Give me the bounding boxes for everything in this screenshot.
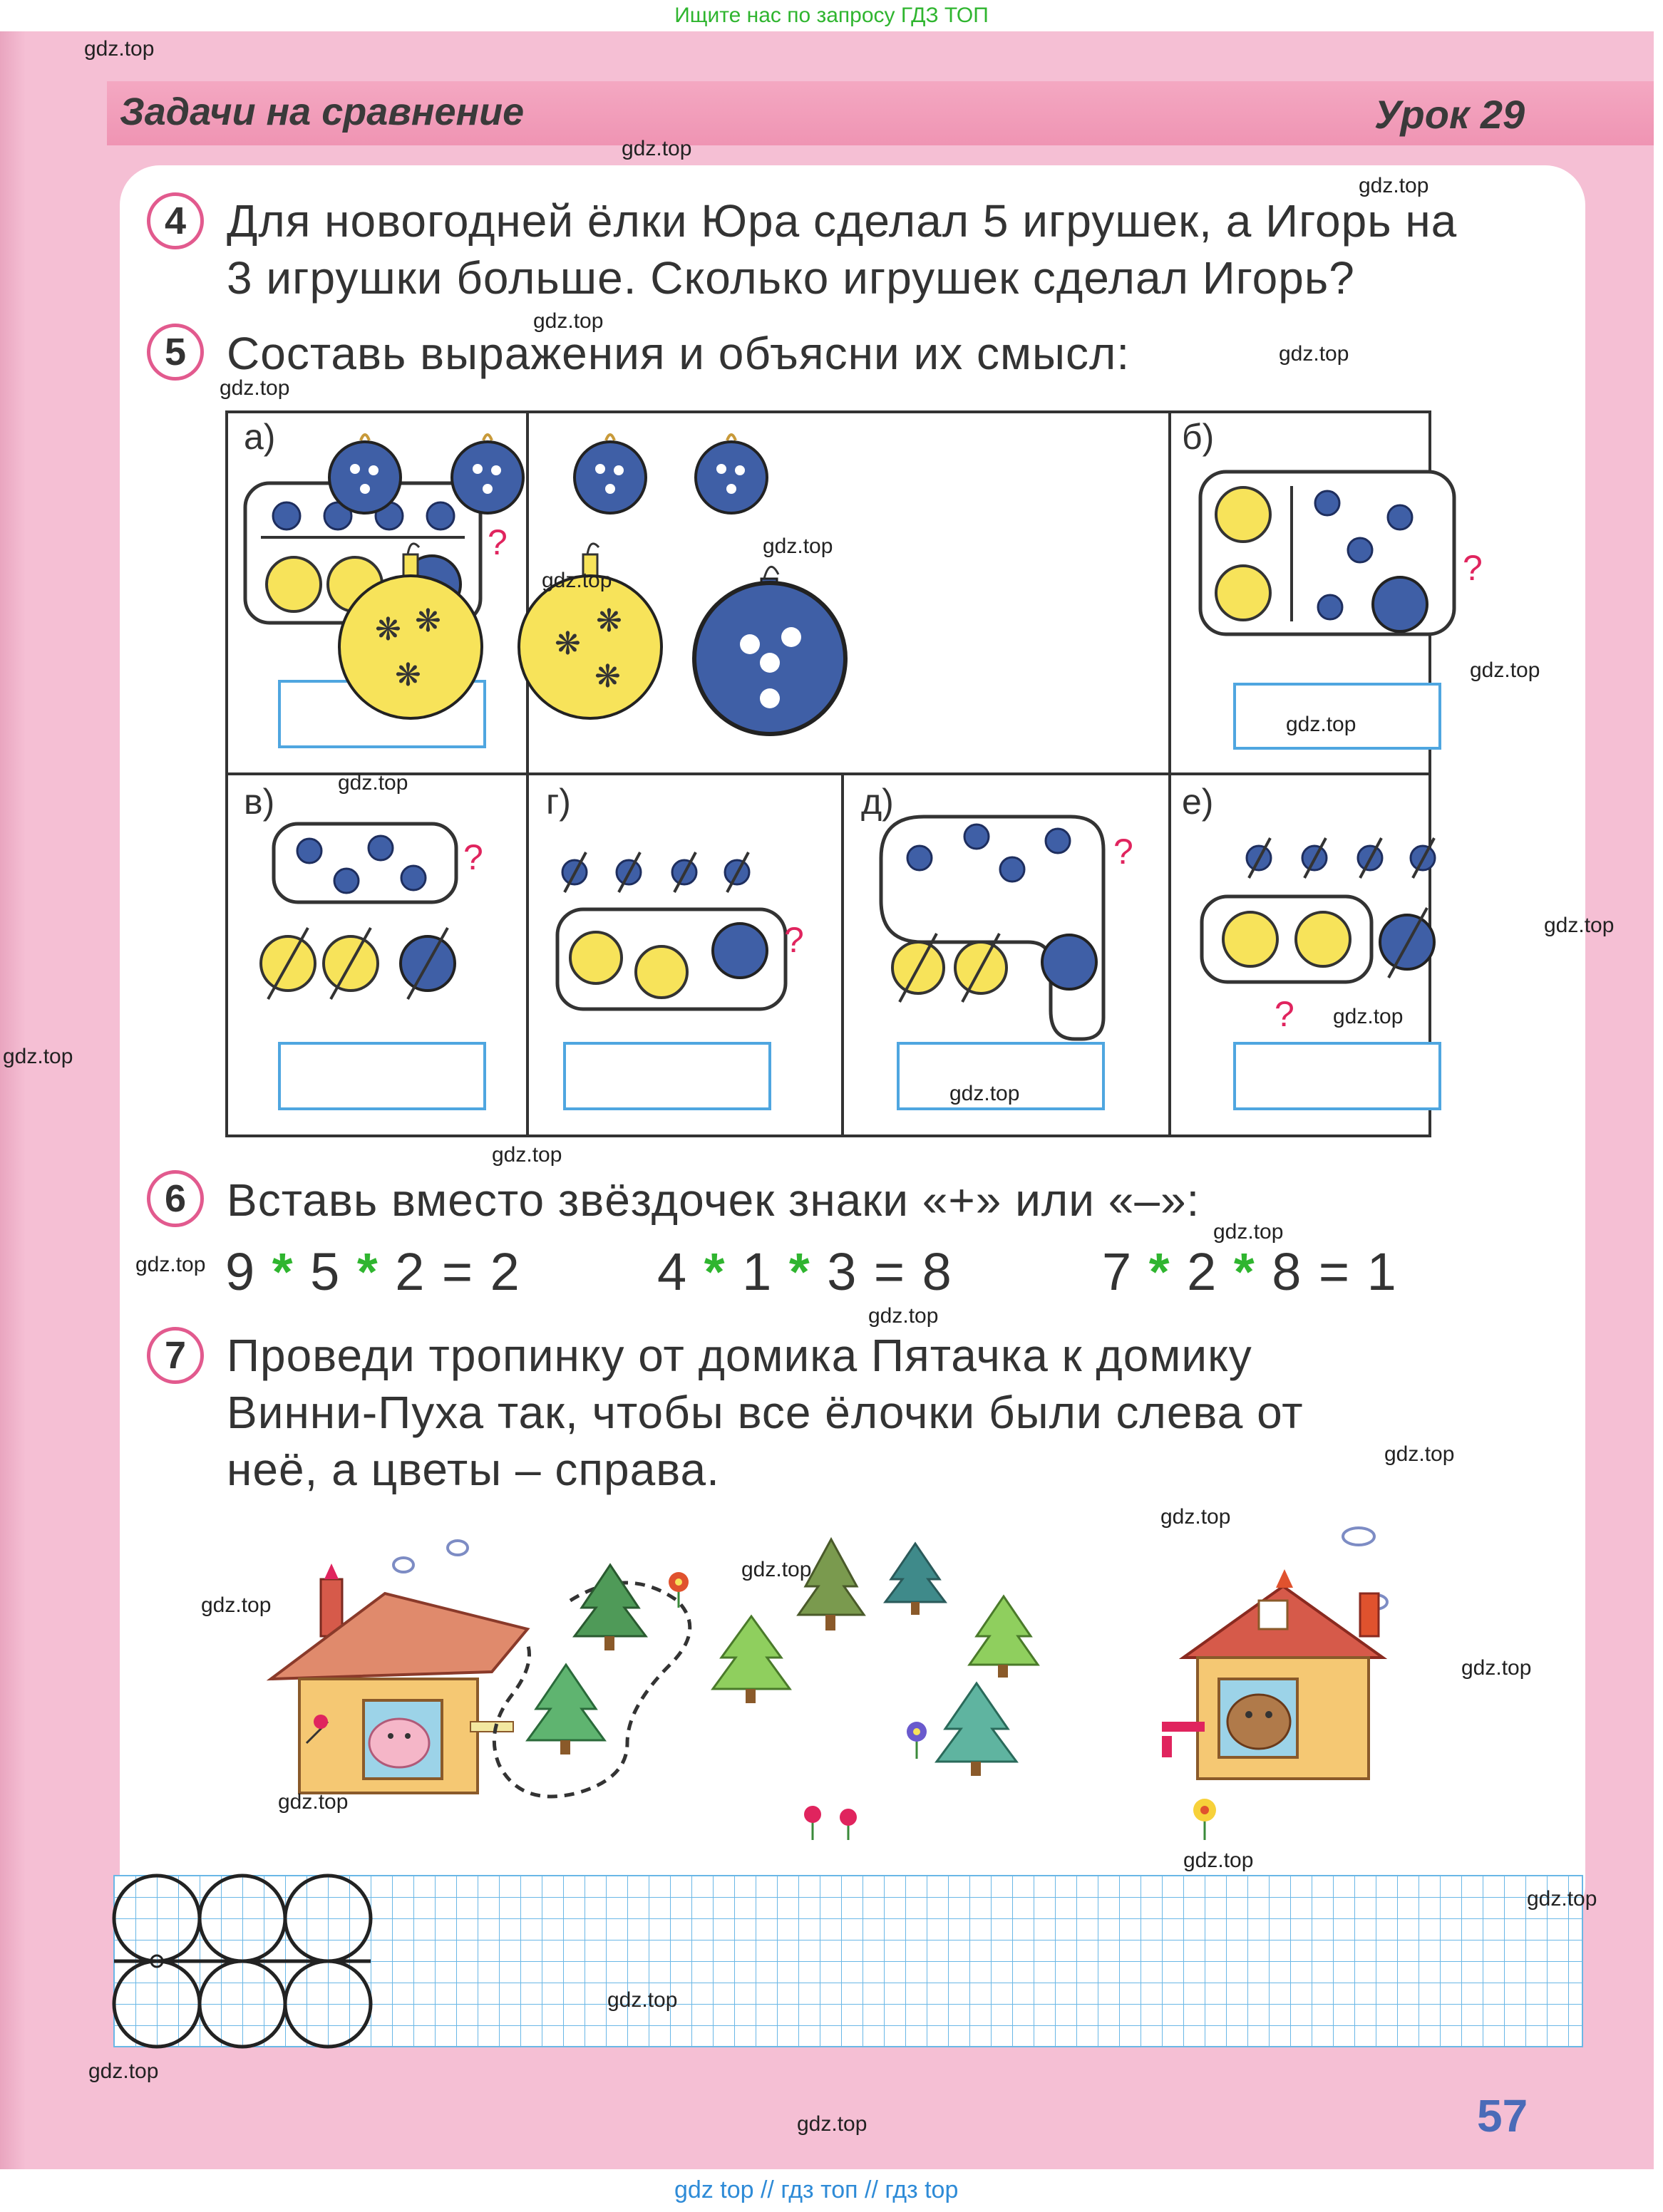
watermark: gdz.top [949,1082,1020,1105]
question-mark: ? [488,522,508,562]
yellow-circle [1216,487,1270,542]
svg-text:❋: ❋ [594,659,621,694]
task-4-line1: Для новогодней ёлки Юра сделал 5 игрушек, а Игорь на [227,195,1458,247]
page-number: 57 [1477,2090,1528,2141]
watermark: gdz.top [533,309,604,333]
watermark: gdz.top [3,1045,73,1068]
eq1-asterisk-2[interactable]: * [356,1242,379,1301]
question-mark: ? [463,837,483,877]
eq3-n3: 8 [1272,1242,1303,1301]
watermark: gdz.top [1183,1849,1254,1872]
task-6-text: Вставь вместо звёздочек знаки «+» или «–»: [227,1174,1200,1226]
task-7-number: 7 [147,1327,204,1384]
watermark: gdz.top [201,1593,272,1617]
task-7-line3: неё, а цветы – справа. [227,1444,720,1495]
eq3-n1: 7 [1102,1242,1133,1301]
watermark: gdz.top [1461,1656,1532,1680]
answer-box-e[interactable] [1235,1043,1440,1109]
blue-dot [427,502,454,529]
watermark: gdz.top [1384,1442,1455,1466]
path-illustration [257,1508,1440,1864]
watermark: gdz.top [220,376,290,400]
flower-icon [1193,1799,1216,1840]
watermark: gdz.top [607,1988,678,2012]
watermark: gdz.top [542,569,612,592]
question-mark: ? [1113,832,1133,872]
panel-v-label: в) [244,782,275,822]
watermark: gdz.top [1286,713,1356,736]
task-7-line1: Проведи тропинку от домика Пятачка к домику [227,1330,1252,1381]
fir-tree-icon [798,1539,864,1630]
answer-box-g[interactable] [565,1043,770,1109]
task-4-line2: 3 игрушки больше. Сколько игрушек сделал Игорь? [227,252,1355,304]
task-6-number: 6 [147,1170,204,1227]
equation-2 [657,1241,953,1302]
eq2-n3: 3 [827,1242,858,1301]
fir-tree-icon [937,1683,1016,1776]
question-mark: ? [1275,994,1294,1034]
watermark: gdz.top [135,1253,206,1276]
flower-icon [804,1806,857,1840]
equation-3 [1102,1241,1398,1302]
eq2-n1: 4 [657,1242,689,1301]
svg-text:❋: ❋ [555,626,581,661]
panel-a-label: а) [244,417,276,457]
watermark: gdz.top [797,2112,867,2136]
task-5-number: 5 [147,324,204,381]
flower-icon [669,1572,689,1608]
eq2-result: = 8 [873,1242,953,1301]
watermark: gdz.top [1160,1505,1231,1529]
eq1-n3: 2 [395,1242,426,1301]
fir-tree-icon [969,1596,1038,1678]
watermark: gdz.top [84,37,155,61]
eq1-n2: 5 [310,1242,341,1301]
panel-v [244,782,485,1109]
footer-watermark: gdz top // гдз топ // гдз top [674,2176,959,2203]
watermark: gdz.top [868,1304,939,1328]
watermark: gdz.top [338,771,408,795]
watermark: gdz.top [1333,1005,1404,1028]
blue-circle [1373,577,1427,631]
eq3-asterisk-2[interactable]: * [1233,1242,1256,1301]
fir-tree-icon [575,1565,646,1650]
eq2-n2: 1 [742,1242,773,1301]
task-5-text: Составь выражения и объясни их смысл: [227,328,1131,379]
question-mark: ? [1463,548,1483,588]
watermark: gdz.top [741,1558,812,1581]
page-edge-shadow [0,31,26,2169]
task-4-number: 4 [147,192,204,249]
graph-paper-strip [114,1876,1597,2061]
flower-icon [907,1722,927,1759]
watermark: gdz.top [88,2059,159,2083]
fir-tree-icon [885,1544,945,1615]
watermark: gdz.top [492,1143,562,1167]
blue-dot [273,502,300,529]
watermark: gdz.top [278,1790,349,1814]
answer-box-v[interactable] [279,1043,485,1109]
yellow-circle [267,557,321,611]
eq3-n2: 2 [1187,1242,1218,1301]
fir-tree-icon [527,1665,604,1754]
watermark: gdz.top [1279,342,1349,366]
watermark: gdz.top [1213,1220,1284,1244]
watermark: gdz.top [1527,1887,1597,1911]
panel-b-label: б) [1182,417,1215,457]
top-banner: Ищите нас по запросу ГДЗ ТОП [674,4,989,27]
eq2-asterisk-1[interactable]: * [704,1242,726,1301]
eq1-asterisk-1[interactable]: * [272,1242,294,1301]
yellow-circle [1216,566,1270,620]
watermark: gdz.top [1544,914,1615,937]
eq1-n1: 9 [225,1242,257,1301]
watermark: gdz.top [622,137,692,160]
eq1-result: = 2 [441,1242,521,1301]
eq3-asterisk-1[interactable]: * [1148,1242,1171,1301]
piglet-house-illustration [271,1541,527,1793]
eq3-result: = 1 [1318,1242,1398,1301]
svg-text:❋: ❋ [395,658,421,693]
watermark: gdz.top [763,534,833,558]
panel-d-label: д) [861,782,894,822]
watermark: gdz.top [1470,658,1540,682]
question-mark: ? [784,920,804,960]
svg-text:❋: ❋ [596,604,622,639]
page-title: Задачи на сравнение [120,91,525,133]
equation-1 [225,1241,521,1302]
pooh-house-illustration [1162,1528,1387,1779]
fir-tree-icon [713,1616,790,1703]
lesson-label: Урок 29 [1374,92,1525,137]
svg-text:❋: ❋ [375,612,401,647]
task-7-line2: Винни-Пуха так, чтобы все ёлочки были слева от [227,1387,1304,1438]
panel-g-label: г) [546,782,571,822]
watermark: gdz.top [1359,174,1429,197]
panel-e-label: е) [1182,782,1214,822]
svg-text:❋: ❋ [415,604,441,639]
eq2-asterisk-2[interactable]: * [788,1242,811,1301]
